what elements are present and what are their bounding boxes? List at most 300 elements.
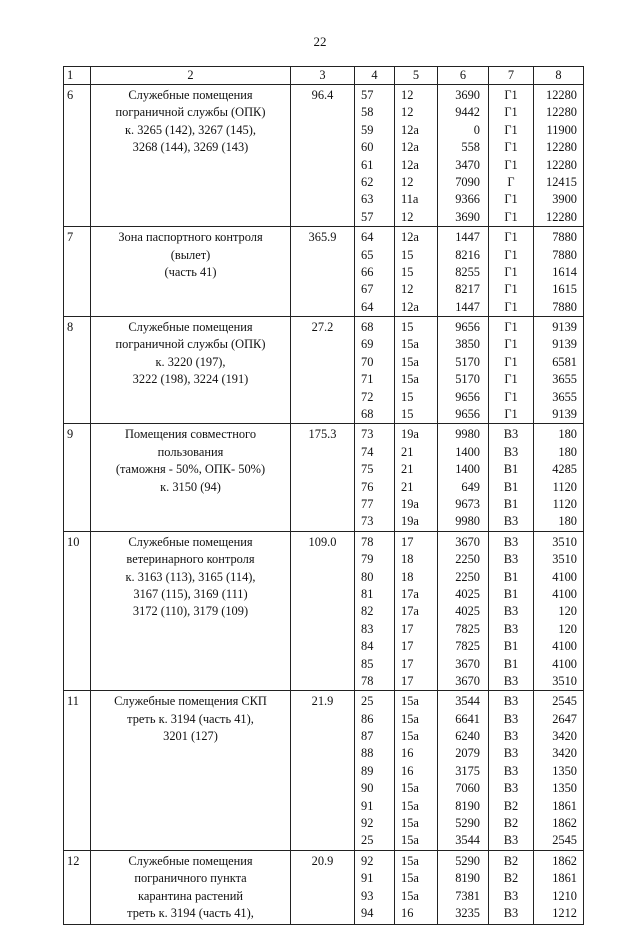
distance-value: 3655 (552, 372, 577, 387)
category-code: Г1 (504, 157, 518, 172)
distance-value: 1861 (552, 798, 577, 813)
distance-value: 7880 (552, 230, 577, 245)
coordinate-value: 3235 (455, 905, 480, 920)
segment-code: 15а (401, 372, 419, 387)
room-area: 27.2 (291, 317, 355, 424)
category-code-cell (489, 691, 534, 851)
coordinate-value: 4025 (455, 604, 480, 619)
segment-code: 15а (401, 833, 419, 848)
category-code: Г1 (504, 407, 518, 422)
segment-code: 17 (401, 673, 414, 688)
point-number: 75 (361, 462, 374, 477)
segment-code: 15а (401, 337, 419, 352)
category-code: Г1 (504, 192, 518, 207)
segment-code-cell (395, 227, 438, 317)
header-cell: 5 (395, 67, 438, 85)
coordinate-value: 8190 (455, 798, 480, 813)
header-row (64, 67, 584, 85)
coordinate-value: 3544 (455, 833, 480, 848)
segment-code: 16 (401, 905, 414, 920)
category-code: В3 (503, 888, 519, 903)
header-cell: 7 (489, 67, 534, 85)
description-line: треть к. 3194 (часть 41), (127, 711, 254, 726)
point-number: 69 (361, 337, 374, 352)
description-line: пограничной службы (ОПК) (115, 105, 266, 120)
point-number: 81 (361, 586, 374, 601)
segment-code: 17а (401, 586, 419, 601)
category-code: В3 (503, 833, 519, 848)
table-row (64, 227, 584, 317)
point-number: 68 (361, 407, 374, 422)
category-code: В3 (503, 905, 519, 920)
coordinate-value: 9656 (455, 320, 480, 335)
category-code: В3 (503, 729, 519, 744)
description-line: 3201 (127) (163, 729, 218, 744)
category-code: В3 (503, 444, 519, 459)
category-code: В1 (503, 639, 519, 654)
segment-code: 15 (401, 320, 414, 335)
segment-code-cell (395, 85, 438, 227)
coordinate-value: 7825 (455, 621, 480, 636)
description-line: пограничной службы (ОПК) (115, 337, 266, 352)
header-cell: 4 (355, 67, 395, 85)
point-number-cell (355, 85, 395, 227)
distance-value: 1212 (552, 905, 577, 920)
table-row (64, 850, 584, 925)
coordinate-value-cell (438, 691, 489, 851)
distance-value: 4100 (552, 656, 577, 671)
segment-code: 15а (401, 853, 419, 868)
distance-value: 9139 (552, 337, 577, 352)
coordinate-value: 649 (461, 479, 480, 494)
row-number: 7 (64, 227, 91, 317)
segment-code: 12 (401, 105, 414, 120)
segment-code: 19а (401, 496, 419, 511)
coordinate-value: 1447 (455, 299, 480, 314)
category-code: В1 (503, 656, 519, 671)
coordinate-value: 9673 (455, 496, 480, 511)
description-line: Служебные помещения (128, 320, 253, 335)
point-number-cell (355, 531, 395, 691)
room-area: 20.9 (291, 850, 355, 925)
coordinate-value: 8190 (455, 871, 480, 886)
category-code: В2 (503, 853, 519, 868)
row-number: 11 (64, 691, 91, 851)
description-line: (таможня - 50%, ОПК- 50%) (115, 462, 266, 477)
segment-code: 12а (401, 157, 419, 172)
coordinate-value: 8217 (455, 282, 480, 297)
description-line: Зона паспортного контроля (118, 230, 263, 245)
segment-code: 15а (401, 729, 419, 744)
description-line: (часть 41) (164, 264, 217, 279)
coordinate-value: 6641 (455, 711, 480, 726)
description-line: Служебные помещения (128, 88, 253, 102)
point-number-cell (355, 317, 395, 424)
category-code-cell (489, 424, 534, 531)
distance-value: 1862 (552, 853, 577, 868)
coordinate-value-cell (438, 531, 489, 691)
segment-code: 16 (401, 763, 414, 778)
segment-code: 12 (401, 209, 414, 224)
category-code: Г1 (504, 247, 518, 262)
category-code: Г1 (504, 122, 518, 137)
coordinate-value: 7090 (455, 174, 480, 189)
coordinate-value: 4025 (455, 586, 480, 601)
coordinate-value: 5170 (455, 372, 480, 387)
segment-code: 18 (401, 552, 414, 567)
distance-value: 1120 (552, 479, 577, 494)
segment-code: 15а (401, 354, 419, 369)
category-code-cell (489, 531, 534, 691)
distance-value: 3510 (552, 534, 577, 549)
category-code: В1 (503, 569, 519, 584)
description-line: пользования (157, 444, 224, 459)
distance-value: 12415 (546, 174, 577, 189)
description-line: к. 3265 (142), 3267 (145), (125, 122, 256, 137)
point-number: 82 (361, 604, 374, 619)
category-code: Г1 (504, 354, 518, 369)
point-number: 71 (361, 372, 374, 387)
coordinate-value: 558 (461, 140, 480, 155)
table-row (64, 424, 584, 531)
description-line: пограничного пункта (134, 871, 247, 886)
coordinate-value-cell (438, 85, 489, 227)
category-code: Г1 (504, 282, 518, 297)
category-code: Г1 (504, 140, 518, 155)
coordinate-value: 3670 (455, 656, 480, 671)
coordinates-table (63, 66, 584, 925)
table-row (64, 531, 584, 691)
category-code: В3 (503, 552, 519, 567)
coordinate-value: 3175 (455, 763, 480, 778)
segment-code: 19а (401, 514, 419, 529)
description-line: карантина растений (138, 888, 243, 903)
distance-value: 3510 (552, 673, 577, 688)
distance-value: 12280 (546, 105, 577, 120)
category-code: Г1 (504, 372, 518, 387)
coordinate-value: 3670 (455, 534, 480, 549)
point-number: 65 (361, 247, 374, 262)
point-number: 63 (361, 192, 374, 207)
distance-value: 4100 (552, 569, 577, 584)
distance-value: 120 (558, 621, 577, 636)
segment-code: 17 (401, 534, 414, 549)
point-number: 83 (361, 621, 374, 636)
coordinate-value: 8255 (455, 264, 480, 279)
category-code: В1 (503, 586, 519, 601)
distance-value: 3420 (552, 746, 577, 761)
category-code: Г1 (504, 88, 518, 102)
distance-value: 1862 (552, 816, 577, 831)
point-number: 89 (361, 763, 374, 778)
distance-value: 180 (558, 444, 577, 459)
page-number: 22 (313, 34, 327, 49)
segment-code: 12а (401, 140, 419, 155)
coordinate-value: 3544 (455, 694, 480, 709)
distance-value: 1861 (552, 871, 577, 886)
coordinate-value: 7825 (455, 639, 480, 654)
point-number: 87 (361, 729, 374, 744)
distance-value: 3420 (552, 729, 577, 744)
distance-value: 9139 (552, 320, 577, 335)
table-row (64, 317, 584, 424)
distance-value: 1350 (552, 763, 577, 778)
point-number: 61 (361, 157, 374, 172)
point-number: 73 (361, 427, 374, 442)
distance-value: 2647 (552, 711, 577, 726)
point-number: 91 (361, 798, 374, 813)
coordinate-value: 9656 (455, 407, 480, 422)
segment-code: 12а (401, 122, 419, 137)
description-line: треть к. 3194 (часть 41), (127, 905, 254, 920)
segment-code: 17 (401, 639, 414, 654)
category-code: В3 (503, 534, 519, 549)
point-number: 59 (361, 122, 374, 137)
distance-value: 6581 (552, 354, 577, 369)
point-number: 86 (361, 711, 374, 726)
distance-value: 12280 (546, 140, 577, 155)
distance-value: 120 (558, 604, 577, 619)
room-description (91, 85, 291, 227)
point-number: 92 (361, 816, 374, 831)
room-description (91, 531, 291, 691)
point-number: 67 (361, 282, 374, 297)
coordinate-value: 5170 (455, 354, 480, 369)
room-area: 175.3 (291, 424, 355, 531)
description-line: Служебные помещения СКП (114, 694, 267, 709)
category-code: В1 (503, 479, 519, 494)
room-description (91, 424, 291, 531)
point-number: 78 (361, 534, 374, 549)
coordinate-value: 9442 (455, 105, 480, 120)
distance-value-cell (534, 850, 584, 925)
distance-value: 9139 (552, 407, 577, 422)
category-code-cell (489, 227, 534, 317)
coordinate-value: 9366 (455, 192, 480, 207)
category-code: Г1 (504, 230, 518, 245)
category-code: Г1 (504, 320, 518, 335)
description-line: (вылет) (170, 247, 211, 262)
distance-value-cell (534, 531, 584, 691)
segment-code: 19а (401, 427, 419, 442)
category-code: В3 (503, 514, 519, 529)
point-number: 25 (361, 833, 374, 848)
coordinate-value-cell (438, 850, 489, 925)
distance-value: 3510 (552, 552, 577, 567)
point-number: 68 (361, 320, 374, 335)
description-line: Помещения совместного (124, 427, 257, 442)
point-number: 57 (361, 88, 374, 102)
distance-value: 4100 (552, 639, 577, 654)
category-code: В3 (503, 763, 519, 778)
row-number: 9 (64, 424, 91, 531)
row-number: 10 (64, 531, 91, 691)
description-line: к. 3163 (113), 3165 (114), (125, 569, 256, 584)
category-code: В3 (503, 711, 519, 726)
category-code: В3 (503, 746, 519, 761)
segment-code: 15а (401, 694, 419, 709)
segment-code: 12а (401, 230, 419, 245)
point-number: 66 (361, 264, 374, 279)
coordinate-value: 1447 (455, 230, 480, 245)
distance-value: 1120 (552, 496, 577, 511)
category-code: В2 (503, 798, 519, 813)
distance-value: 7880 (552, 299, 577, 314)
segment-code-cell (395, 691, 438, 851)
coordinate-value: 3690 (455, 88, 480, 102)
point-number: 91 (361, 871, 374, 886)
distance-value: 180 (558, 427, 577, 442)
category-code: В3 (503, 694, 519, 709)
description-line: 3167 (115), 3169 (111) (133, 586, 248, 601)
segment-code: 12 (401, 282, 414, 297)
category-code: Г1 (504, 299, 518, 314)
segment-code: 11а (401, 192, 419, 207)
description-line: Служебные помещения (128, 534, 253, 549)
distance-value: 1350 (552, 781, 577, 796)
segment-code: 15 (401, 389, 414, 404)
distance-value-cell (534, 691, 584, 851)
category-code: В3 (503, 427, 519, 442)
distance-value: 7880 (552, 247, 577, 262)
header-cell: 2 (91, 67, 291, 85)
description-line: к. 3150 (94) (160, 479, 221, 494)
category-code: В1 (503, 462, 519, 477)
segment-code: 15 (401, 407, 414, 422)
point-number: 93 (361, 888, 374, 903)
coordinate-value: 9980 (455, 427, 480, 442)
coordinate-value: 2079 (455, 746, 480, 761)
description-line: к. 3220 (197), (155, 354, 226, 369)
coordinate-value: 2250 (455, 552, 480, 567)
distance-value: 12280 (546, 209, 577, 224)
row-number: 6 (64, 85, 91, 227)
coordinate-value: 7060 (455, 781, 480, 796)
point-number: 58 (361, 105, 374, 120)
description-line: 3172 (110), 3179 (109) (132, 604, 249, 619)
point-number-cell (355, 424, 395, 531)
category-code: Г1 (504, 389, 518, 404)
segment-code: 12 (401, 174, 414, 189)
category-code-cell (489, 850, 534, 925)
coordinate-value: 0 (473, 122, 480, 137)
category-code: Г1 (504, 337, 518, 352)
distance-value: 180 (558, 514, 577, 529)
point-number: 74 (361, 444, 374, 459)
point-number: 72 (361, 389, 374, 404)
segment-code: 18 (401, 569, 414, 584)
description-line: ветеринарного контроля (126, 552, 255, 567)
point-number: 94 (361, 905, 374, 920)
distance-value: 4100 (552, 586, 577, 601)
coordinate-value: 3690 (455, 209, 480, 224)
room-area: 21.9 (291, 691, 355, 851)
segment-code-cell (395, 317, 438, 424)
segment-code: 15а (401, 711, 419, 726)
coordinate-value-cell (438, 227, 489, 317)
segment-code-cell (395, 850, 438, 925)
point-number-cell (355, 691, 395, 851)
category-code: В3 (503, 673, 519, 688)
segment-code-cell (395, 531, 438, 691)
point-number: 76 (361, 479, 374, 494)
distance-value: 2545 (552, 833, 577, 848)
distance-value-cell (534, 85, 584, 227)
segment-code: 16 (401, 746, 414, 761)
coordinate-value: 8216 (455, 247, 480, 262)
room-area: 365.9 (291, 227, 355, 317)
distance-value: 1614 (552, 264, 577, 279)
segment-code: 12 (401, 88, 414, 102)
category-code: В3 (503, 604, 519, 619)
segment-code: 21 (401, 479, 414, 494)
point-number: 60 (361, 140, 374, 155)
table-row (64, 85, 584, 227)
segment-code-cell (395, 424, 438, 531)
point-number: 84 (361, 639, 374, 654)
point-number: 77 (361, 496, 374, 511)
segment-code: 15а (401, 816, 419, 831)
distance-value-cell (534, 424, 584, 531)
category-code: В1 (503, 496, 519, 511)
coordinate-value: 2250 (455, 569, 480, 584)
point-number: 92 (361, 853, 374, 868)
header-cell: 1 (64, 67, 91, 85)
segment-code: 15а (401, 798, 419, 813)
segment-code: 15а (401, 888, 419, 903)
distance-value: 1615 (552, 282, 577, 297)
category-code: В2 (503, 816, 519, 831)
coordinate-value: 5290 (455, 816, 480, 831)
header-cell: 8 (534, 67, 584, 85)
room-description (91, 691, 291, 851)
point-number: 90 (361, 781, 374, 796)
point-number: 64 (361, 230, 374, 245)
distance-value: 11900 (546, 122, 577, 137)
distance-value: 1210 (552, 888, 577, 903)
distance-value: 4285 (552, 462, 577, 477)
distance-value-cell (534, 317, 584, 424)
point-number: 73 (361, 514, 374, 529)
point-number: 62 (361, 174, 374, 189)
point-number-cell (355, 227, 395, 317)
room-description (91, 227, 291, 317)
segment-code: 12а (401, 299, 419, 314)
point-number: 70 (361, 354, 374, 369)
point-number: 85 (361, 656, 374, 671)
description-line: 3268 (144), 3269 (143) (132, 140, 249, 155)
distance-value: 3900 (552, 192, 577, 207)
description-line: Служебные помещения (128, 853, 253, 868)
point-number-cell (355, 850, 395, 925)
category-code: В3 (503, 781, 519, 796)
segment-code: 17 (401, 621, 414, 636)
distance-value: 12280 (546, 157, 577, 172)
segment-code: 15а (401, 871, 419, 886)
coordinate-value: 9656 (455, 389, 480, 404)
category-code-cell (489, 317, 534, 424)
coordinate-value: 1400 (455, 444, 480, 459)
category-code: Г1 (504, 264, 518, 279)
segment-code: 21 (401, 444, 414, 459)
coordinate-value: 9980 (455, 514, 480, 529)
category-code: Г1 (504, 209, 518, 224)
coordinate-value: 3470 (455, 157, 480, 172)
distance-value-cell (534, 227, 584, 317)
segment-code: 15 (401, 264, 414, 279)
category-code: В2 (503, 871, 519, 886)
point-number: 79 (361, 552, 374, 567)
